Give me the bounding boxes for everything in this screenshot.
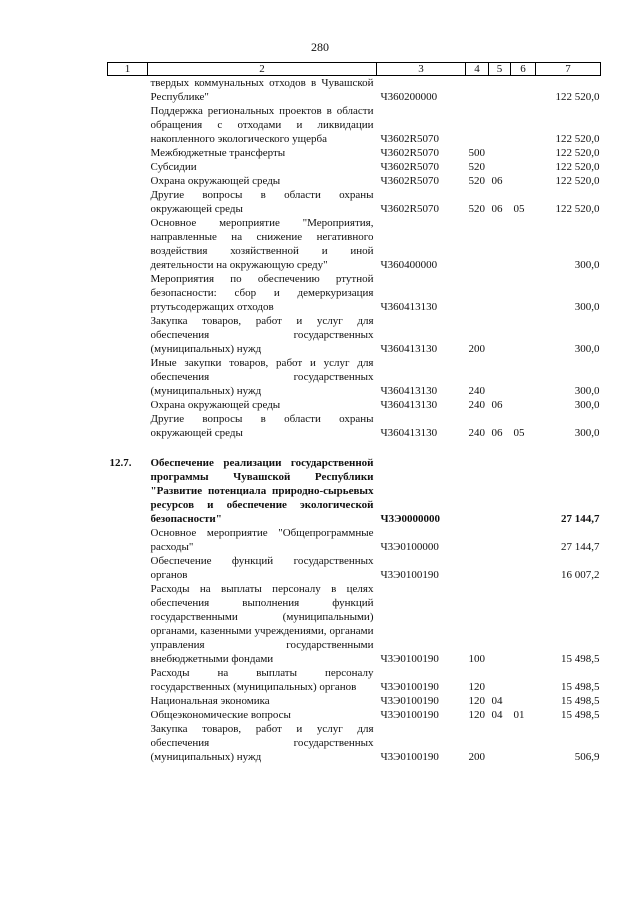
amount: 27 144,7: [561, 541, 600, 553]
subsection-code: [511, 582, 536, 666]
expense-type: 200: [468, 343, 485, 355]
item-name: Мероприятия по обеспечению ртутной безопасности: сбор и демеркуризация ртутьсодержащих отходов: [150, 273, 374, 313]
table-row: [108, 398, 601, 412]
item-name: Основное мероприятие "Общепрограммные расходы": [150, 527, 374, 553]
amount: 300,0: [574, 427, 600, 439]
item-name: Охрана окружающей среды: [150, 399, 281, 411]
expense-type: [466, 76, 489, 105]
subsection-code: [511, 356, 536, 398]
section-code: [489, 272, 511, 314]
target-code: Ч3602R5070: [380, 203, 439, 215]
section-number: [108, 76, 148, 105]
section-number: [108, 104, 148, 146]
target-code: Ч3Э0100190: [380, 709, 439, 721]
section-code: [489, 146, 511, 160]
table-row: [108, 356, 601, 398]
expense-type: 200: [468, 751, 485, 763]
subsection-code: [511, 314, 536, 356]
target-code: Ч360200000: [380, 91, 438, 103]
header-col-3: 3: [377, 63, 466, 76]
section-code: [489, 160, 511, 174]
table-header: [108, 63, 601, 76]
table-row: [108, 272, 601, 314]
expense-type: 500: [468, 147, 485, 159]
amount: 300,0: [574, 259, 600, 271]
target-code: Ч360413130: [380, 301, 438, 313]
item-name: Поддержка региональных проектов в области обращения с отходами и ликвидации накопленного экологического ущерба: [150, 105, 374, 145]
target-code: Ч3Э0100190: [380, 569, 439, 581]
amount: 506,9: [574, 751, 600, 763]
item-name: Иные закупки товаров, работ и услуг для обеспечения государственных (муниципальных) нужд: [150, 357, 374, 397]
section-code: [489, 216, 511, 272]
header-row: [108, 63, 601, 76]
table-row: [108, 694, 601, 708]
amount: 15 498,5: [561, 695, 600, 707]
expense-type: 520: [468, 175, 485, 187]
section-number: [108, 146, 148, 160]
subsection-code: [511, 526, 536, 554]
section-number: [108, 666, 148, 694]
table-row: [108, 104, 601, 146]
section-number: [108, 526, 148, 554]
spacer-cell: [466, 440, 489, 456]
spacer-cell: [489, 440, 511, 456]
target-code: Ч3602R5070: [380, 147, 439, 159]
amount: 122 520,0: [555, 133, 600, 145]
target-code: Ч3Э0100190: [380, 695, 439, 707]
table-row: [108, 708, 601, 722]
table-row: [108, 216, 601, 272]
subsection-code: [511, 722, 536, 764]
subsection-code: [511, 174, 536, 188]
item-name: Закупка товаров, работ и услуг для обеспечения государственных (муниципальных) нужд: [150, 723, 374, 763]
section-code: [489, 356, 511, 398]
table-row: [108, 582, 601, 666]
table-row: [108, 188, 601, 216]
header-col-1: 1: [108, 63, 148, 76]
target-code: Ч360400000: [380, 259, 438, 271]
item-name: Расходы на выплаты персоналу в целях обеспечения выполнения функций государственными (муниципальными) органами, казенными учреждениями, органами управления государственными внебюджетными фондами: [150, 583, 374, 665]
section-number: [108, 708, 148, 722]
amount: 122 520,0: [555, 203, 600, 215]
section-code: [489, 456, 511, 526]
spacer-cell: [148, 440, 377, 456]
amount: 122 520,0: [555, 161, 600, 173]
expense-type: 100: [468, 653, 485, 665]
subsection-code: [511, 666, 536, 694]
target-code: Ч360413130: [380, 343, 438, 355]
table-row: [108, 722, 601, 764]
amount: 122 520,0: [555, 175, 600, 187]
expense-type: 240: [468, 385, 485, 397]
amount: 122 520,0: [555, 147, 600, 159]
item-name: Расходы на выплаты персоналу государственных (муниципальных) органов: [150, 667, 374, 693]
subsection-code: [511, 694, 536, 708]
subsection-code: [511, 456, 536, 526]
table-row: [108, 76, 601, 105]
spacer-cell: [536, 440, 601, 456]
amount: 15 498,5: [561, 681, 600, 693]
subsection-code: [511, 104, 536, 146]
table-row: [108, 666, 601, 694]
item-name: Субсидии: [150, 161, 197, 173]
section-code: 06: [491, 427, 503, 439]
section-number: [108, 412, 148, 440]
section-number: [108, 356, 148, 398]
amount: 27 144,7: [561, 513, 600, 525]
target-code: Ч3Э0100000: [380, 541, 439, 553]
header-col-4: 4: [466, 63, 489, 76]
section-code: 06: [491, 399, 503, 411]
section-number: [108, 216, 148, 272]
header-col-5: 5: [489, 63, 511, 76]
amount: 15 498,5: [561, 653, 600, 665]
page-number: 280: [311, 40, 329, 54]
item-name: Межбюджетные трансферты: [150, 147, 286, 159]
item-name: Другие вопросы в области охраны окружающей среды: [150, 189, 374, 215]
subsection-code: [511, 146, 536, 160]
subsection-code: 01: [513, 709, 525, 721]
amount: 300,0: [574, 385, 600, 397]
table-row: [108, 174, 601, 188]
item-name: Другие вопросы в области охраны окружающей среды: [150, 413, 374, 439]
item-name: Основное мероприятие "Мероприятия, направленные на снижение негативного воздействия хозяйственной и иной деятельности на окружающую среду": [150, 217, 374, 271]
section-code: [489, 526, 511, 554]
expense-type: 520: [468, 203, 485, 215]
item-name: твердых коммунальных отходов в Чувашской Республике": [150, 77, 374, 103]
target-code: Ч360413130: [380, 385, 438, 397]
target-code: Ч3Э0100190: [380, 653, 439, 665]
item-name: Общеэкономические вопросы: [150, 709, 291, 721]
amount: 15 498,5: [561, 709, 600, 721]
table-row: [108, 554, 601, 582]
section-code: [489, 554, 511, 582]
header-col-2: 2: [148, 63, 377, 76]
item-name: Национальная экономика: [150, 695, 270, 707]
item-name: Обеспечение реализации государственной программы Чувашской Республики "Развитие потенциала природно-сырьевых ресурсов и обеспечение экологической безопасности": [150, 457, 374, 525]
item-name: Охрана окружающей среды: [150, 175, 281, 187]
header-col-7: 7: [536, 63, 601, 76]
target-code: Ч360413130: [380, 399, 438, 411]
expense-type: [466, 216, 489, 272]
budget-table: [107, 62, 601, 764]
target-code: Ч3Э0000000: [380, 513, 441, 525]
section-code: 06: [491, 175, 503, 187]
table-row: [108, 526, 601, 554]
expense-type: 120: [468, 695, 485, 707]
item-name: Обеспечение функций государственных органов: [150, 555, 374, 581]
table-row: [108, 412, 601, 440]
subsection-code: [511, 160, 536, 174]
section-code: [489, 314, 511, 356]
target-code: Ч3602R5070: [380, 161, 439, 173]
section-code: 06: [491, 203, 503, 215]
amount: 122 520,0: [555, 91, 600, 103]
table-row: [108, 314, 601, 356]
subsection-code: [511, 76, 536, 105]
table-body: [108, 76, 601, 765]
expense-type: [466, 104, 489, 146]
amount: 300,0: [574, 343, 600, 355]
amount: 300,0: [574, 399, 600, 411]
section-number: [108, 160, 148, 174]
section-code: 04: [491, 709, 503, 721]
spacer-cell: [511, 440, 536, 456]
amount: 16 007,2: [561, 569, 600, 581]
section-code: 04: [491, 695, 503, 707]
section-number: [108, 582, 148, 666]
expense-type: 520: [468, 161, 485, 173]
subsection-code: [511, 216, 536, 272]
target-code: Ч3602R5070: [380, 175, 439, 187]
section-number: [108, 722, 148, 764]
spacer-cell: [108, 440, 148, 456]
expense-type: [466, 554, 489, 582]
section-number: [108, 272, 148, 314]
amount: 300,0: [574, 301, 600, 313]
expense-type: [466, 456, 489, 526]
expense-type: [466, 526, 489, 554]
section-number: [108, 398, 148, 412]
subsection-code: 05: [513, 203, 525, 215]
target-code: Ч3Э0100190: [380, 751, 439, 763]
section-number: [108, 188, 148, 216]
expense-type: [466, 272, 489, 314]
subsection-code: [511, 554, 536, 582]
section-code: [489, 722, 511, 764]
item-name: Закупка товаров, работ и услуг для обеспечения государственных (муниципальных) нужд: [150, 315, 374, 355]
expense-type: 120: [468, 709, 485, 721]
expense-type: 120: [468, 681, 485, 693]
table-row: [108, 146, 601, 160]
target-code: Ч3Э0100190: [380, 681, 439, 693]
section-code: [489, 104, 511, 146]
section-number: [108, 314, 148, 356]
spacer-cell: [377, 440, 466, 456]
section-code: [489, 76, 511, 105]
expense-type: 240: [468, 427, 485, 439]
section-number: 12.7.: [109, 457, 132, 469]
subsection-code: [511, 272, 536, 314]
target-code: Ч360413130: [380, 427, 438, 439]
target-code: Ч3602R5070: [380, 133, 439, 145]
expense-type: 240: [468, 399, 485, 411]
spacer-row: [108, 440, 601, 456]
subsection-code: [511, 398, 536, 412]
section-code: [489, 666, 511, 694]
section-number: [108, 694, 148, 708]
section-number: [108, 174, 148, 188]
subsection-code: 05: [513, 427, 525, 439]
table-row: [108, 456, 601, 526]
table-row: [108, 160, 601, 174]
section-number: [108, 554, 148, 582]
section-code: [489, 582, 511, 666]
header-col-6: 6: [511, 63, 536, 76]
